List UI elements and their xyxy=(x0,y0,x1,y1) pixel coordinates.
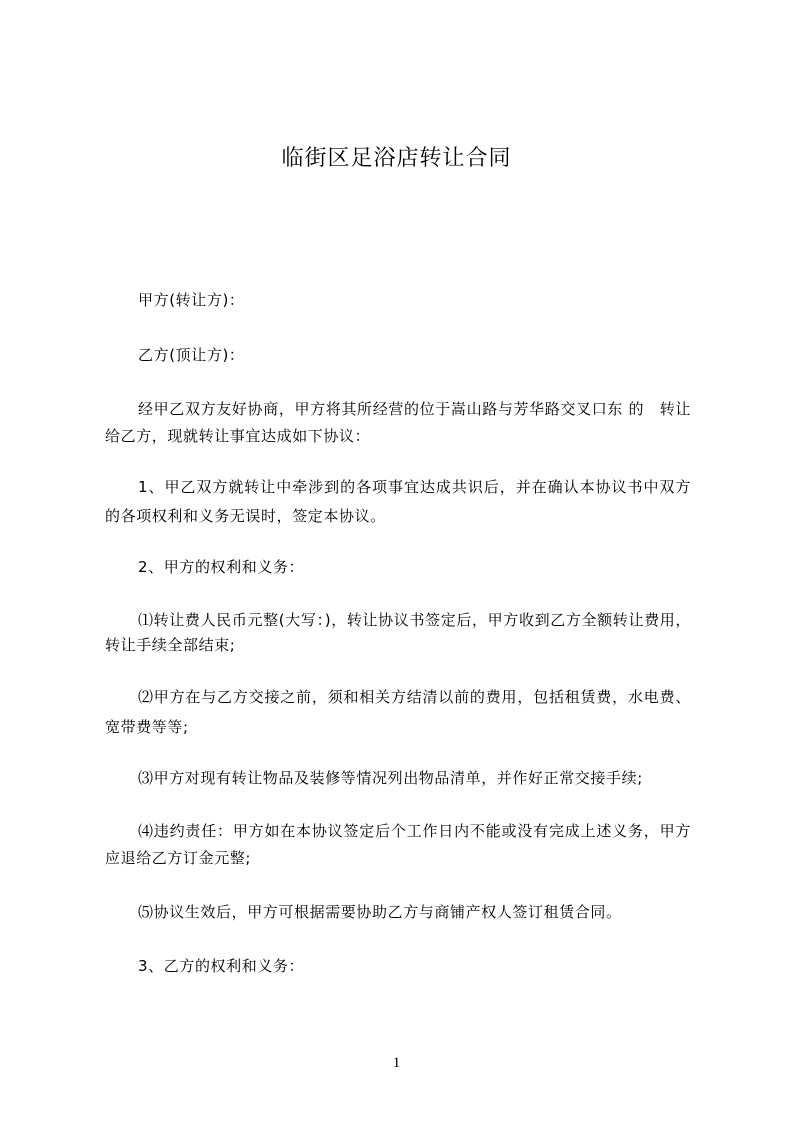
preamble-paragraph: 经甲乙双方友好协商，甲方将其所经营的位于嵩山路与芳华路交叉口东 的 转让给乙方，现就转让事宜达成如下协议： xyxy=(105,400,691,445)
clause-3-heading: 3、乙方的权利和义务： xyxy=(138,957,305,975)
clause-1: 1、甲乙双方就转让中牵涉到的各项事宜达成共识后，并在确认本协议书中双方的各项权利和义务无误时，签定本协议。 xyxy=(105,478,691,525)
clause-2-item-4: ⑷违约责任：甲方如在本协议签定后个工作日内不能或没有完成上述义务，甲方应退给乙方订金元整; xyxy=(105,822,691,867)
clause-2-item-1: ⑴转让费人民币元整(大写：)，转让协议书签定后，甲方收到乙方全额转让费用，转让手续全部结束; xyxy=(105,611,691,654)
clause-2-heading: 2、甲方的权利和义务： xyxy=(138,558,305,576)
party-a-line: 甲方(转让方)： xyxy=(138,291,245,309)
document-title: 临街区足浴店转让合同 xyxy=(281,146,512,171)
clause-2-item-5: ⑸协议生效后，甲方可根据需要协助乙方与商铺产权人签订租赁合同。 xyxy=(138,903,622,921)
clause-2-item-3: ⑶甲方对现有转让物品及装修等情况列出物品清单，并作好正常交接手续; xyxy=(138,769,643,787)
clause-2-item-2: ⑵甲方在与乙方交接之前，须和相关方结清以前的费用，包括租赁费，水电费、宽带费等等; xyxy=(105,688,691,736)
page-number: 1 xyxy=(392,1055,401,1071)
party-b-line: 乙方(顶让方)： xyxy=(138,346,245,364)
